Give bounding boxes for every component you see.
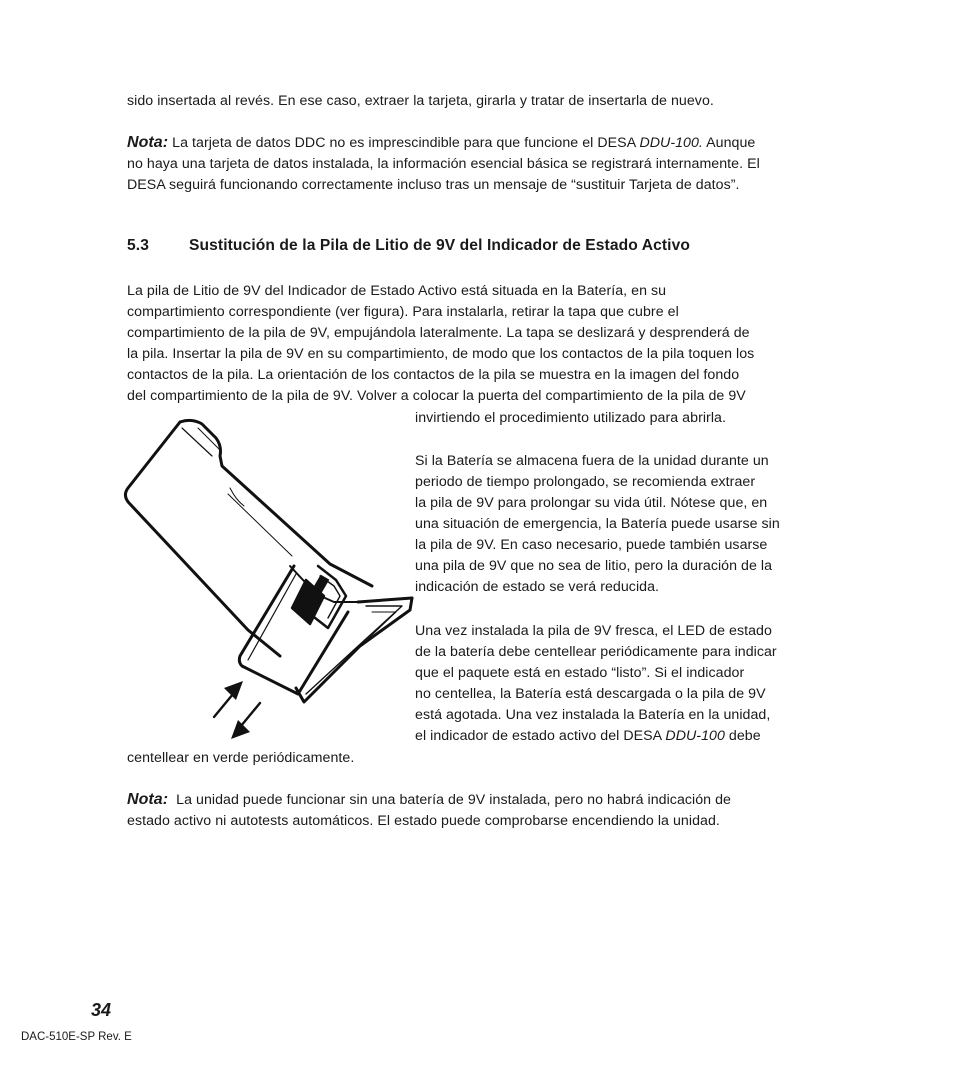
- section-number: 5.3: [127, 237, 149, 254]
- nota-text: La tarjeta de datos DDC no es imprescindible para que funcione el DESA: [172, 135, 636, 151]
- section-title: Sustitución de la Pila de Litio de 9V del Indicador de Estado Activo: [189, 237, 690, 254]
- body-line: periodo de tiempo prolongado, se recomienda extraer: [415, 474, 756, 490]
- section-heading: [127, 237, 690, 255]
- intro-text: sido insertada al revés. En ese caso, extraer la tarjeta, girarla y tratar de insertarla de nuevo.: [127, 93, 714, 109]
- body-text: debe: [728, 728, 761, 744]
- nota-text: DESA seguirá funcionando correctamente incluso tras un mensaje de “sustituir Tarjeta de datos”.: [127, 177, 740, 193]
- nota-paragraph-1: [127, 133, 755, 153]
- body-line: la pila. Insertar la pila de 9V en su compartimiento, de modo que los contactos de la pila toquen los: [127, 346, 755, 362]
- body-line: de la batería debe centellear periódicamente para indicar: [415, 644, 777, 660]
- model-name: DDU-100: [665, 728, 725, 744]
- body-line: la pila de 9V para prolongar su vida útil. Nótese que, en: [415, 495, 768, 511]
- body-line: la pila de 9V. En caso necesario, puede también usarse: [415, 537, 768, 553]
- body-line: centellear en verde periódicamente.: [127, 750, 355, 766]
- body-line: compartimiento correspondiente (ver figura). Para instalarla, retirar la tapa que cubre el: [127, 304, 679, 320]
- body-line: que el paquete está en estado “listo”. Si el indicador: [415, 665, 745, 681]
- body-text: el indicador de estado activo del DESA: [415, 728, 662, 744]
- body-line: [415, 726, 761, 746]
- body-line: compartimiento de la pila de 9V, empujándola lateralmente. La tapa se deslizará y desprenderá de: [127, 325, 750, 341]
- document-code: DAC-510E-SP Rev. E: [21, 1031, 132, 1043]
- body-line: indicación de estado se verá reducida.: [415, 579, 660, 595]
- body-line: una situación de emergencia, la Batería puede usarse sin: [415, 516, 780, 532]
- battery-pack-illustration: [120, 416, 420, 752]
- body-line: no centellea, la Batería está descargada o la pila de 9V: [415, 686, 766, 702]
- nota-text: Aunque: [706, 135, 756, 151]
- nota-label: Nota:: [127, 134, 169, 151]
- body-line: invirtiendo el procedimiento utilizado para abrirla.: [415, 410, 726, 426]
- nota-text: La unidad puede funcionar sin una batería de 9V instalada, pero no habrá indicación de: [176, 792, 731, 808]
- body-line: Si la Batería se almacena fuera de la unidad durante un: [415, 453, 769, 469]
- nota-paragraph-2: [127, 790, 731, 810]
- nota-label: Nota:: [127, 791, 169, 808]
- page-number: 34: [91, 1000, 112, 1020]
- body-line: del compartimiento de la pila de 9V. Volver a colocar la puerta del compartimiento de la pila de 9V: [127, 388, 746, 404]
- body-line: una pila de 9V que no sea de litio, pero la duración de la: [415, 558, 773, 574]
- body-line: está agotada. Una vez instalada la Batería en la unidad,: [415, 707, 771, 723]
- body-line: La pila de Litio de 9V del Indicador de Estado Activo está situada en la Batería, en su: [127, 283, 667, 299]
- body-line: contactos de la pila. La orientación de los contactos de la pila se muestra en la imagen del fondo: [127, 367, 740, 383]
- nota-text: no haya una tarjeta de datos instalada, la información esencial básica se registrará internamente. El: [127, 156, 760, 172]
- model-name: DDU-100.: [639, 135, 703, 151]
- body-line: Una vez instalada la pila de 9V fresca, el LED de estado: [415, 623, 772, 639]
- nota-text: estado activo ni autotests automáticos. El estado puede comprobarse encendiendo la unidad.: [127, 813, 720, 829]
